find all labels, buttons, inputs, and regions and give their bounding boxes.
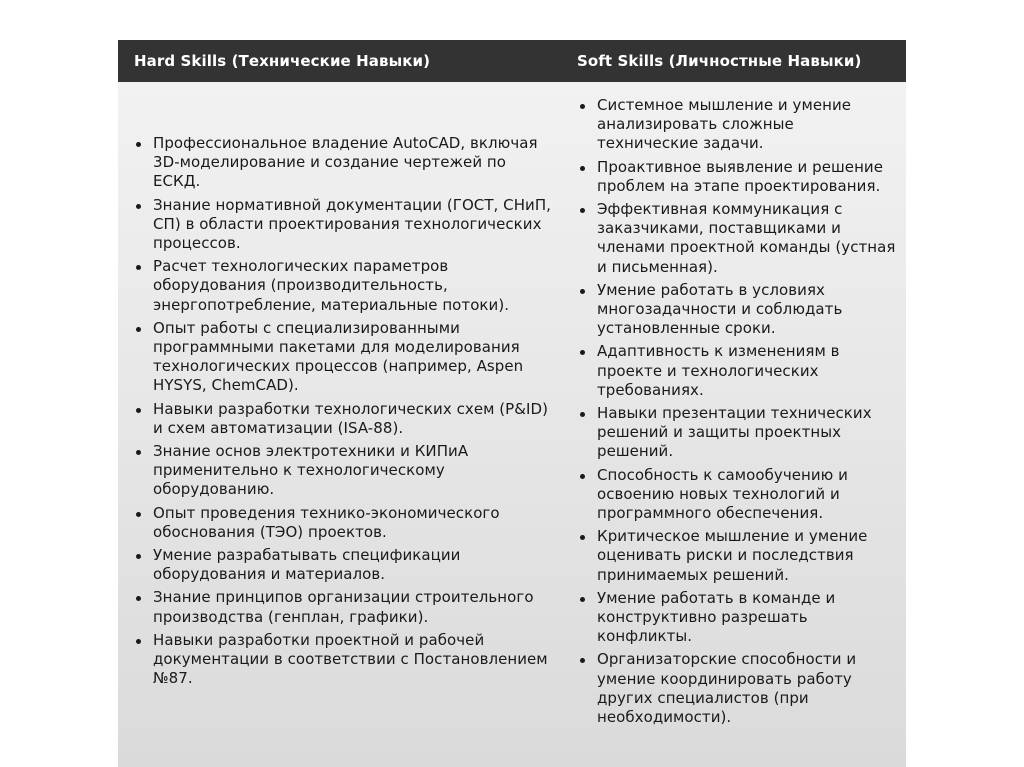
list-item: Умение работать в команде и конструктивно разрешать конфликты. <box>597 589 897 647</box>
list-item: Критическое мышление и умение оценивать риски и последствия принимаемых решений. <box>597 527 897 585</box>
list-item: Знание нормативной документации (ГОСТ, СНиП, СП) в области проектирования технологических процессов. <box>153 196 553 254</box>
hard-skills-list <box>153 134 553 692</box>
list-item: Навыки разработки проектной и рабочей документации в соответствии с Постановлением №87. <box>153 631 553 689</box>
list-item: Опыт проведения технико-экономического обоснования (ТЭО) проектов. <box>153 504 553 542</box>
list-item: Системное мышление и умение анализировать сложные технические задачи. <box>597 96 897 154</box>
list-item: Умение работать в условиях многозадачности и соблюдать установленные сроки. <box>597 281 897 339</box>
list-item: Расчет технологических параметров оборудования (производительность, энергопотребление, материальные потоки). <box>153 257 553 315</box>
list-item: Адаптивность к изменениям в проекте и технологических требованиях. <box>597 342 897 400</box>
soft-skills-list <box>597 96 897 731</box>
list-item: Организаторские способности и умение координировать работу других специалистов (при необходимости). <box>597 650 897 727</box>
hard-skills-heading: Hard Skills (Технические Навыки) <box>134 52 431 70</box>
list-item: Профессиональное владение AutoCAD, включая 3D-моделирование и создание чертежей по ЕСКД. <box>153 134 553 192</box>
list-item: Опыт работы с специализированными программными пакетами для моделирования технологических процессов (например, Aspen HYSYS, ChemCAD). <box>153 319 553 396</box>
list-item: Умение разрабатывать спецификации оборудования и материалов. <box>153 546 553 584</box>
list-item: Знание принципов организации строительного производства (генплан, графики). <box>153 588 553 626</box>
soft-skills-heading: Soft Skills (Личностные Навыки) <box>577 52 862 70</box>
list-item: Способность к самообучению и освоению новых технологий и программного обеспечения. <box>597 466 897 524</box>
list-item: Навыки презентации технических решений и защиты проектных решений. <box>597 404 897 462</box>
list-item: Навыки разработки технологических схем (P&ID) и схем автоматизации (ISA-88). <box>153 400 553 438</box>
list-item: Эффективная коммуникация с заказчиками, поставщиками и членами проектной команды (устная и письменная). <box>597 200 896 276</box>
skills-table <box>118 40 906 767</box>
list-item: Знание основ электротехники и КИПиА применительно к технологическому оборудованию. <box>153 442 553 500</box>
list-item: Проактивное выявление и решение проблем на этапе проектирования. <box>597 158 897 196</box>
table-header <box>118 40 906 82</box>
